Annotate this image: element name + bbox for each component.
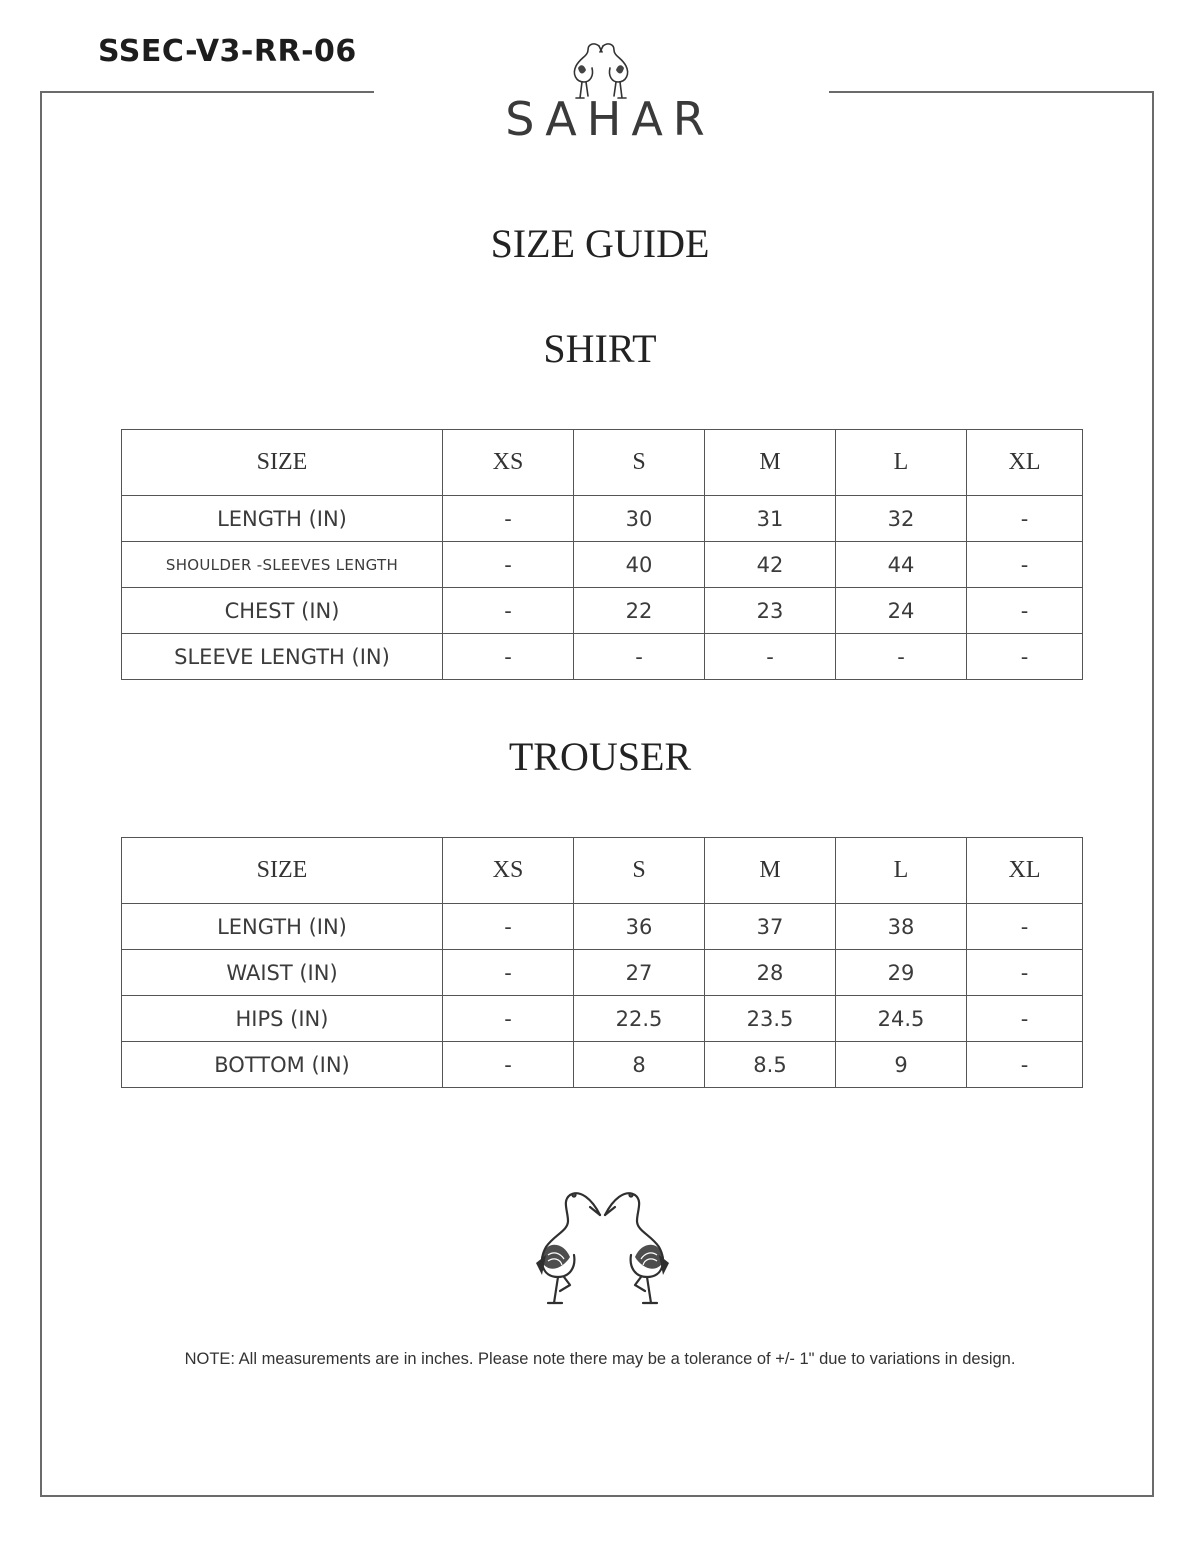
frame-right	[1152, 91, 1154, 1497]
table-row	[122, 904, 1083, 950]
table-cell: -	[967, 588, 1083, 634]
column-header: XS	[443, 838, 574, 904]
table-cell: -	[967, 904, 1083, 950]
column-header: SIZE	[122, 838, 443, 904]
table-cell: -	[443, 996, 574, 1042]
table-cell: -	[574, 634, 705, 680]
row-label: WAIST (IN)	[122, 950, 443, 996]
trouser-size-table	[121, 837, 1083, 1088]
row-label: BOTTOM (IN)	[122, 1042, 443, 1088]
column-header: XL	[967, 430, 1083, 496]
column-header: XL	[967, 838, 1083, 904]
table-cell: 40	[574, 542, 705, 588]
table-cell: -	[443, 904, 574, 950]
table-cell: -	[443, 496, 574, 542]
table-cell: 9	[836, 1042, 967, 1088]
table-row	[122, 996, 1083, 1042]
table-cell: -	[443, 542, 574, 588]
row-label: SHOULDER -SLEEVES LENGTH	[122, 542, 443, 588]
shirt-size-table	[121, 429, 1083, 680]
table-cell: 8.5	[705, 1042, 836, 1088]
heron-pair-illustration-icon	[530, 1185, 675, 1310]
table-cell: -	[967, 634, 1083, 680]
table-cell: 36	[574, 904, 705, 950]
row-label: SLEEVE LENGTH (IN)	[122, 634, 443, 680]
column-header: L	[836, 430, 967, 496]
row-label: LENGTH (IN)	[122, 904, 443, 950]
column-header: S	[574, 430, 705, 496]
table-row	[122, 542, 1083, 588]
column-header: XS	[443, 430, 574, 496]
column-header: L	[836, 838, 967, 904]
shirt-heading: SHIRT	[543, 326, 657, 371]
table-cell: 30	[574, 496, 705, 542]
table-cell: 32	[836, 496, 967, 542]
measurement-note: NOTE: All measurements are in inches. Please note there may be a tolerance of +/- 1" due to variations in design.	[184, 1350, 1016, 1368]
table-cell: 8	[574, 1042, 705, 1088]
table-cell: 37	[705, 904, 836, 950]
table-cell: 42	[705, 542, 836, 588]
table-cell: 29	[836, 950, 967, 996]
table-cell: 28	[705, 950, 836, 996]
table-cell: 23	[705, 588, 836, 634]
column-header: M	[705, 430, 836, 496]
table-cell: 38	[836, 904, 967, 950]
page-title: SIZE GUIDE	[490, 221, 710, 266]
table-cell: -	[443, 950, 574, 996]
table-cell: -	[967, 542, 1083, 588]
table-row	[122, 496, 1083, 542]
table-cell: 24.5	[836, 996, 967, 1042]
table-cell: -	[967, 1042, 1083, 1088]
table-cell: -	[967, 496, 1083, 542]
table-cell: 23.5	[705, 996, 836, 1042]
table-cell: -	[836, 634, 967, 680]
table-row	[122, 950, 1083, 996]
table-row	[122, 1042, 1083, 1088]
row-label: CHEST (IN)	[122, 588, 443, 634]
row-label: HIPS (IN)	[122, 996, 443, 1042]
table-cell: -	[443, 588, 574, 634]
table-cell: 22	[574, 588, 705, 634]
table-cell: 24	[836, 588, 967, 634]
table-cell: 31	[705, 496, 836, 542]
table-cell: -	[443, 634, 574, 680]
frame-bottom	[40, 1495, 1154, 1497]
table-cell: -	[705, 634, 836, 680]
product-code: SSEC-V3-RR-06	[98, 34, 357, 69]
table-cell: -	[967, 950, 1083, 996]
column-header: S	[574, 838, 705, 904]
frame-left	[40, 91, 42, 1497]
column-header: SIZE	[122, 430, 443, 496]
column-header: M	[705, 838, 836, 904]
brand-wordmark: SAHAR	[505, 92, 715, 146]
table-header-row	[122, 430, 1083, 496]
table-cell: 27	[574, 950, 705, 996]
table-row	[122, 588, 1083, 634]
row-label: LENGTH (IN)	[122, 496, 443, 542]
trouser-heading: TROUSER	[508, 734, 692, 779]
table-header-row	[122, 838, 1083, 904]
table-cell: 22.5	[574, 996, 705, 1042]
table-cell: -	[967, 996, 1083, 1042]
table-cell: -	[443, 1042, 574, 1088]
table-cell: 44	[836, 542, 967, 588]
table-row	[122, 634, 1083, 680]
